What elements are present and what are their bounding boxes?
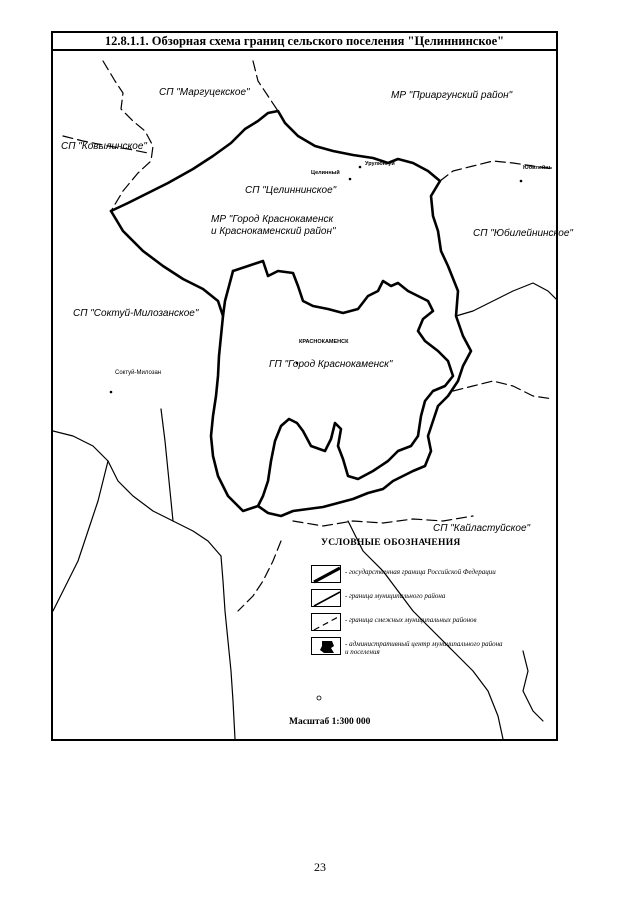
map-frame (51, 31, 573, 741)
map-point-small (317, 696, 321, 700)
legend-symbol-admin-center (311, 637, 341, 655)
legend-text-admin-center (345, 640, 503, 656)
label-marguceksk: СП "Маргуцекское" (159, 87, 250, 98)
legend-text-admin-center-line2: и поселения (345, 648, 380, 656)
district-border-east (456, 283, 556, 316)
settlement-marker-soktui (110, 391, 113, 394)
adjacent-border-nw (103, 61, 153, 211)
district-border-far-se (523, 651, 543, 721)
legend-item-state-border (311, 565, 561, 585)
adjacent-border-n (253, 61, 278, 111)
district-border-west (53, 431, 221, 556)
label-priargun: МР "Приаргунский район" (391, 90, 513, 101)
legend-item-admin-center (311, 637, 561, 657)
district-border-south (221, 556, 235, 739)
legend-item-district-border (311, 589, 561, 609)
map-scale: Масштаб 1:300 000 (289, 717, 371, 727)
adjacent-border-sw (238, 541, 281, 611)
legend-text-adjacent-border: - граница смежных муниципальных районов (345, 616, 477, 624)
legend-symbol-district-border (311, 589, 341, 607)
settlement-label-soktui-milozan: Соктуй-Милозан (115, 370, 162, 376)
settlement-marker-urulyungui (359, 166, 362, 169)
label-tselinnin: СП "Целиннинское" (245, 185, 337, 196)
district-border-west2 (53, 461, 108, 611)
label-gp-krasnokamensk: ГП "Город Краснокаменск" (269, 359, 393, 370)
settlement-label-urulyungui: Урулюнгуй (365, 161, 395, 167)
label-krasnokamensk-raion-line2: и Краснокаменский район" (211, 226, 336, 237)
legend-symbol-adjacent-border (311, 613, 341, 631)
district-border-mid-w (161, 409, 173, 521)
legend-title: УСЛОВНЫЕ ОБОЗНАЧЕНИЯ (321, 538, 461, 548)
map-canvas (53, 51, 556, 739)
settlement-boundary-west (111, 211, 258, 511)
legend-text-state-border: - государственная граница Российской Федерации (345, 568, 496, 576)
label-kovylin: СП "Ковылинское" (61, 141, 147, 152)
label-krasnokamensk-raion (211, 214, 336, 238)
legend-text-admin-center-line1: - административный центр муниципального района (345, 640, 503, 648)
settlement-label-krasnokamensk: КРАСНОКАМЕНСК (299, 339, 349, 345)
adjacent-border-ne (440, 161, 553, 181)
settlement-marker-tselinny (349, 178, 352, 181)
label-krasnokamensk-raion-line1: МР "Город Краснокаменск (211, 214, 334, 225)
settlement-label-yubileiny: Юбилейнь (523, 165, 553, 171)
settlement-label-tselinny: Целинный (311, 170, 340, 176)
settlement-marker-yubileiny (520, 180, 523, 183)
label-soktui: СП "Соктуй-Милозанское" (73, 308, 199, 319)
label-yubileinin: СП "Юбилейнинское" (473, 228, 573, 239)
label-kailastui: СП "Кайластуйское" (433, 523, 531, 534)
legend-item-adjacent-border (311, 613, 561, 633)
gp-boundary-west (223, 271, 233, 316)
legend-text-district-border: - граница муниципального района (345, 592, 446, 600)
map-title: 12.8.1.1. Обзорная схема границ сельского поселения "Целиннинское" (53, 33, 556, 51)
legend-symbol-state-border (311, 565, 341, 583)
adjacent-border-e (453, 381, 553, 399)
page-number: 23 (314, 860, 326, 874)
